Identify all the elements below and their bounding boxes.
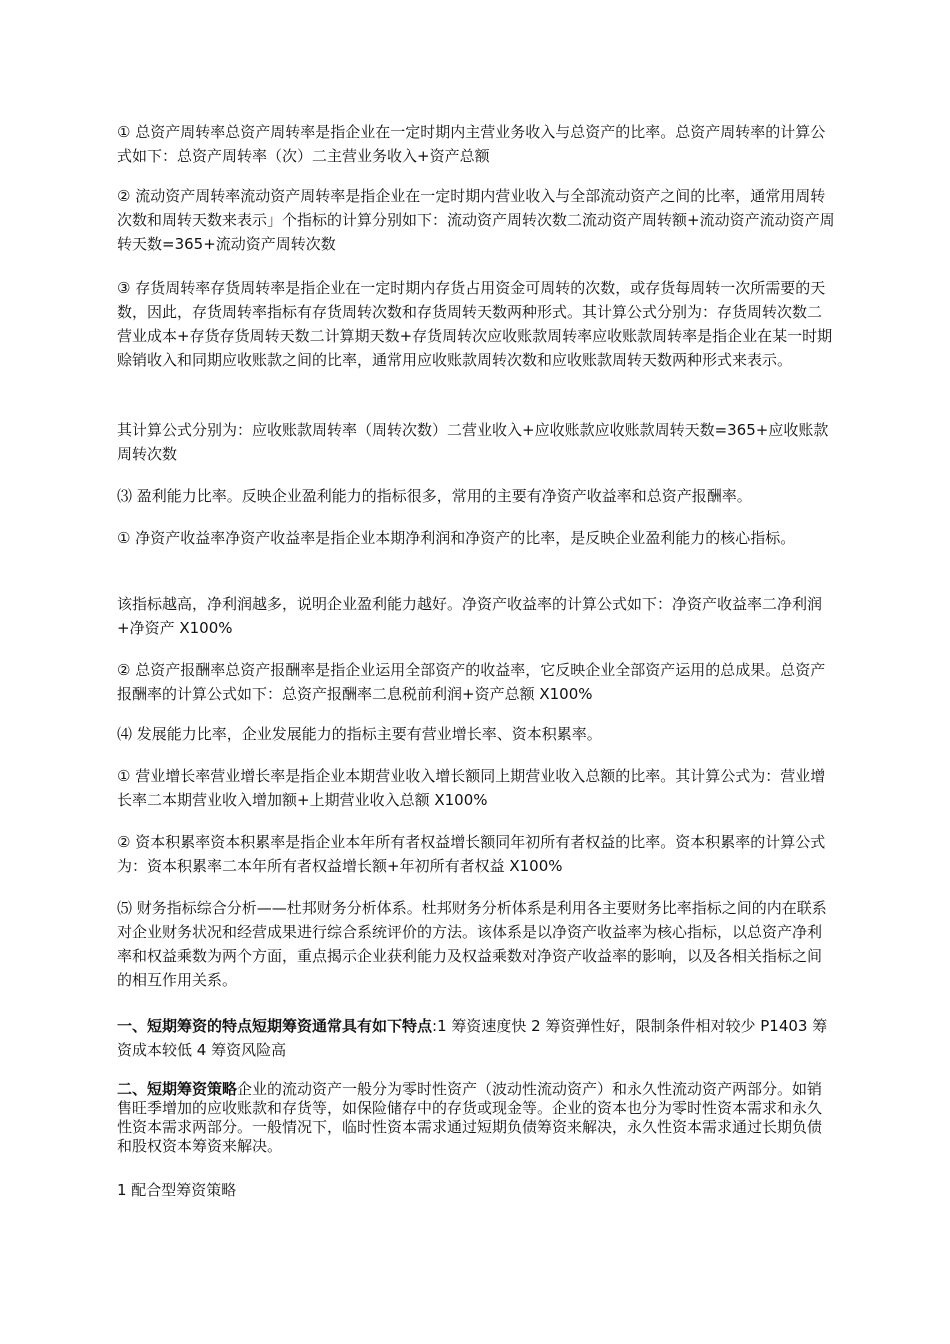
- section-short-term-financing-strategy: [117, 1080, 835, 1156]
- paragraph-dupont: ⑸ 财务指标综合分析——杜邦财务分析体系。杜邦财务分析体系是利用各主要财务比率指标之间的内在联系对企业财务状况和经营成果进行综合系统评价的方法。该体系是以净资产收益率为核心指标，以总资产净利率和权益乘数为两个方面，重点揭示企业获利能力及权益乘数对净资产收益率的影响，以及各相关指标之间的相互作用关系。: [117, 899, 827, 989]
- paragraph-total-asset-turnover: ① 总资产周转率总资产周转率是指企业在一定时期内主营业务收入与总资产的比率。总资产周转率的计算公式如下：总资产周转率（次）二主营业务收入+资产总额: [117, 123, 826, 165]
- paragraph-inventory-turnover: ③ 存货周转率存货周转率是指企业在一定时期内存货占用资金可周转的次数，或存货每周转一次所需要的天数，因此，存货周转率指标有存货周转次数和存货周转天数两种形式。其计算公式分别为：存货周转次数二营业成本+存货存货周转天数二计算期天数+存货周转次应收账款周转率应收账款周转率是指企业在某一时期赊销收入和同期应收账款之间的比率，通常用应收账款周转次数和应收账款周转天数两种形式来表示。: [117, 279, 833, 369]
- section-short-term-financing-features: [117, 1014, 835, 1062]
- paragraph-revenue-growth: ① 营业增长率营业增长率是指企业本期营业收入增长额同上期营业收入总额的比率。其计算公式为：营业增长率二本期营业收入增加额+上期营业收入总额 X100%: [117, 767, 826, 809]
- section-heading: 二、短期筹资策略: [117, 1080, 238, 1098]
- section-body: 企业的流动资产一般分为零时性资产（波动性流动资产）和永久性流动资产两部分。如销售旺季增加的应收账款和存货等，如保险储存中的存货或现金等。企业的资本也分为零时性资本需求和永久性资本需求两部分。一般情况下，临时性资本需求通过短期负债筹资来解决，永久性资本需求通过长期负债和股权资本筹资来解决。: [117, 1080, 823, 1155]
- paragraph-roe: ① 净资产收益率净资产收益率是指企业本期净利润和净资产的比率，是反映企业盈利能力的核心指标。: [117, 529, 796, 547]
- paragraph-growth-ratio: ⑷ 发展能力比率，企业发展能力的指标主要有营业增长率、资本积累率。: [117, 725, 602, 743]
- paragraph-roa: ② 总资产报酬率总资产报酬率是指企业运用全部资产的收益率，它反映企业全部资产运用的总成果。总资产报酬率的计算公式如下：总资产报酬率二息税前利润+资产总额 X100%: [117, 661, 826, 703]
- paragraph-receivables-formula: 其计算公式分别为：应收账款周转率（周转次数）二营业收入+应收账款应收账款周转天数=365+应收账款周转次数: [117, 421, 829, 463]
- paragraph-roe-formula: 该指标越高，净利润越多，说明企业盈利能力越好。净资产收益率的计算公式如下：净资产收益率二净利润+净资产 X100%: [117, 595, 823, 637]
- section-body: :1 筹资速度快 2 筹资弹性好，限制条件相对较少 P1403 筹资成本较低 4 筹资风险高: [117, 1017, 828, 1059]
- section-heading: 一、短期筹资的特点短期筹资通常具有如下特点: [117, 1017, 433, 1035]
- paragraph-profitability-ratio: ⑶ 盈利能力比率。反映企业盈利能力的指标很多，常用的主要有净资产收益率和总资产报酬率。: [117, 487, 752, 505]
- paragraph-current-asset-turnover: ② 流动资产周转率流动资产周转率是指企业在一定时期内营业收入与全部流动资产之间的比率，通常用周转次数和周转天数来表示」个指标的计算分别如下：流动资产周转次数二流动资产周转额+流动资产流动资产周转天数=365+流动资产周转次数: [117, 187, 835, 253]
- list-item-matching-strategy: 1 配合型筹资策略: [117, 1181, 237, 1199]
- paragraph-capital-accumulation: ② 资本积累率资本积累率是指企业本年所有者权益增长额同年初所有者权益的比率。资本积累率的计算公式为：资本积累率二本年所有者权益增长额+年初所有者权益 X100%: [117, 833, 826, 875]
